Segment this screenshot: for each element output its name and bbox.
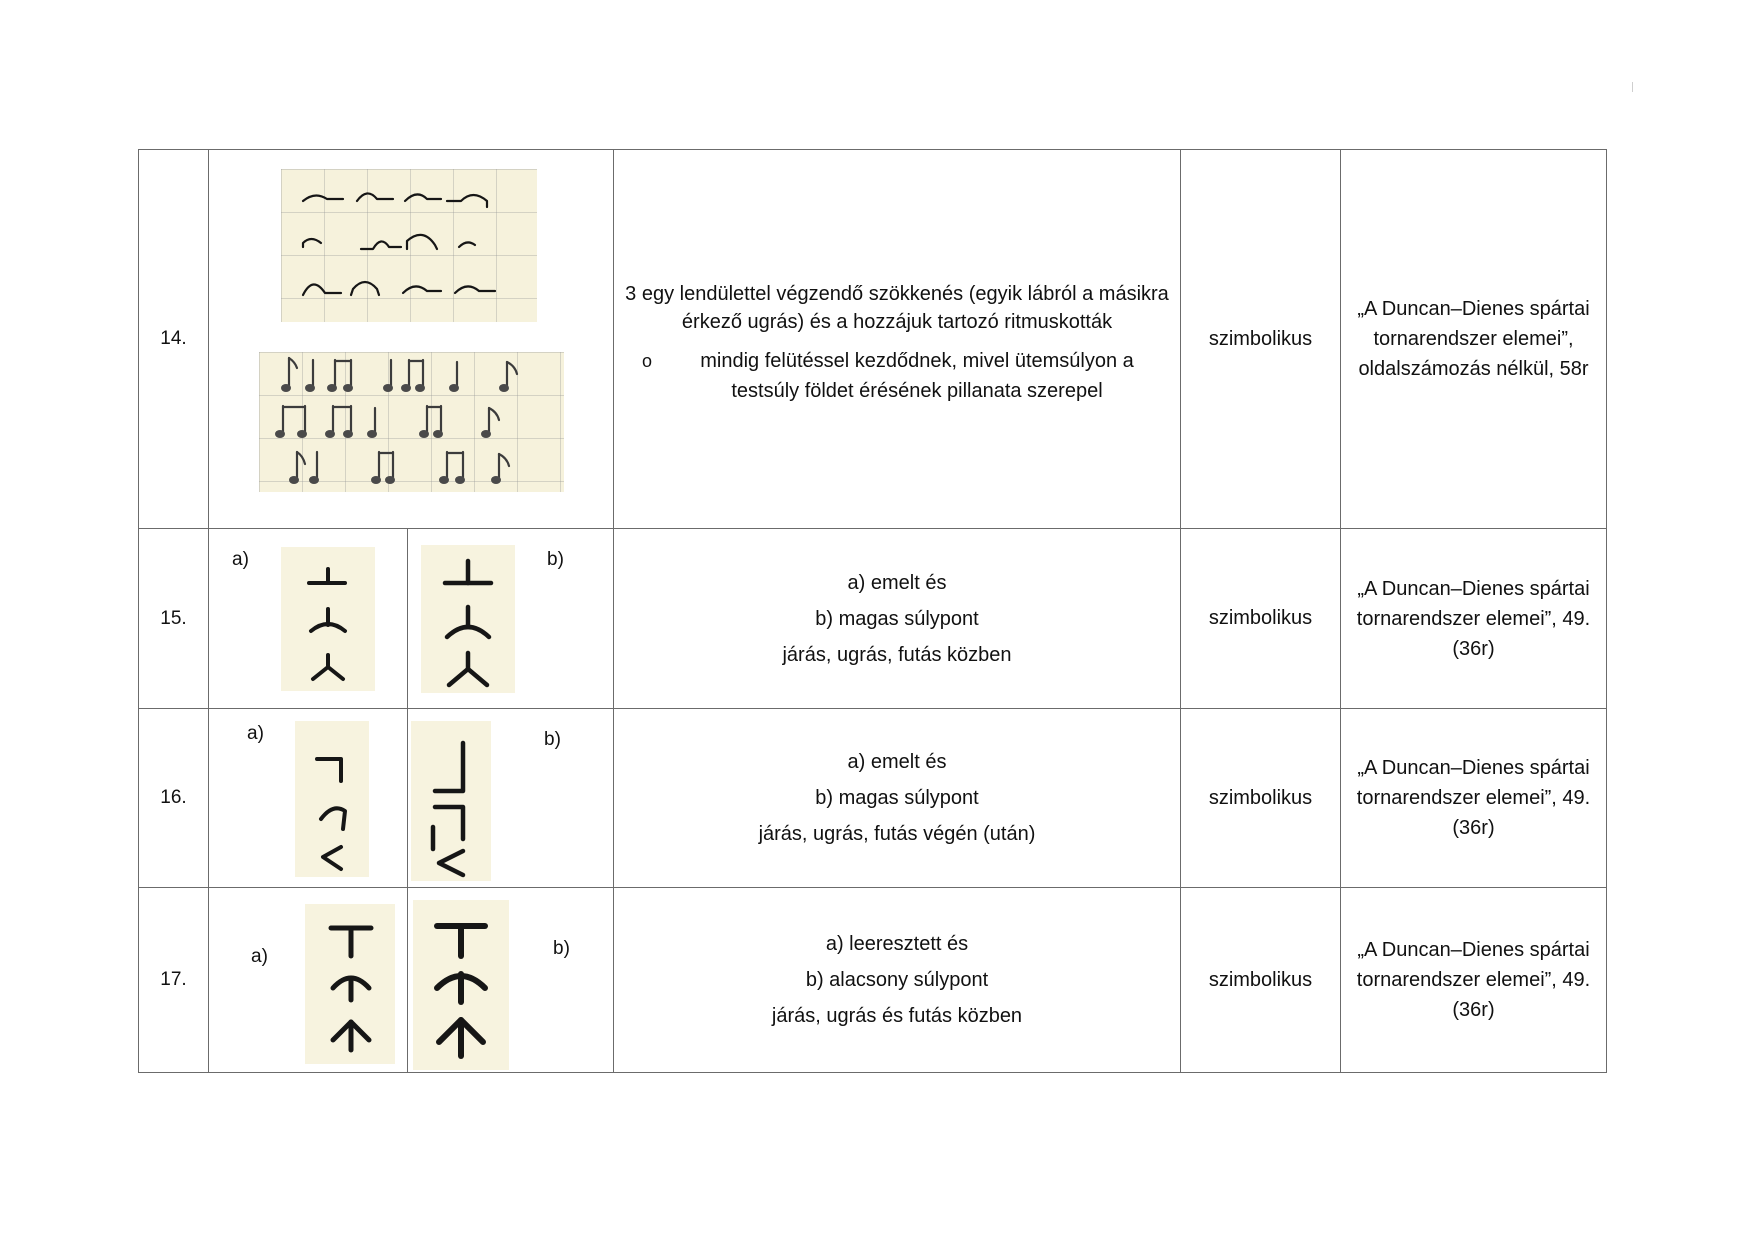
label-a: a) xyxy=(251,946,268,967)
label-a: a) xyxy=(232,549,249,570)
image-cell-a xyxy=(209,709,408,888)
bullet-marker: o xyxy=(641,351,652,371)
row-number: 15. xyxy=(139,529,209,709)
description-line-b: b) alacsony súlypont xyxy=(805,969,989,991)
label-a: a) xyxy=(247,723,264,744)
page-mark xyxy=(1632,82,1633,92)
row-number: 16. xyxy=(139,709,209,888)
image-cell-b xyxy=(408,529,614,709)
description-line-a: a) leeresztett és xyxy=(825,933,969,955)
description-line-c: járás, ugrás és futás közben xyxy=(771,1005,1023,1027)
type-cell: szimbolikus xyxy=(1181,888,1341,1073)
description-text: 3 egy lendülettel végzendő szökkenés (egyik lábról a másikra érkező ugrás) és a hozzájuk tartozó ritmuskották xyxy=(625,283,1169,333)
lowered-symbols-scan-b xyxy=(413,900,509,1070)
type-cell: szimbolikus xyxy=(1181,150,1341,529)
source-cell: „A Duncan–Dienes spártai tornarendszer elemei”, oldalszámozás nélkül, 58r xyxy=(1341,150,1607,529)
source-cell: „A Duncan–Dienes spártai tornarendszer elemei”, 49. (36r) xyxy=(1341,529,1607,709)
notation-table xyxy=(138,149,1607,1073)
description-line-b: b) magas súlypont xyxy=(815,787,979,809)
description-line-a: a) emelt és xyxy=(847,571,947,594)
row-number: 17. xyxy=(139,888,209,1073)
end-symbols-scan-b xyxy=(411,721,491,881)
table-row xyxy=(139,709,1607,888)
label-b: b) xyxy=(553,938,570,959)
rhythm-notation-scan xyxy=(259,352,564,492)
description-cell xyxy=(614,529,1181,709)
row-number: 14. xyxy=(139,150,209,529)
description-line-c: járás, ugrás, futás végén (után) xyxy=(758,823,1036,845)
description-line-b: b) magas súlypont xyxy=(815,607,979,630)
arc-symbols-scan xyxy=(281,169,537,322)
label-b: b) xyxy=(544,729,561,750)
table-row xyxy=(139,150,1607,529)
bullet-text: mindig felütéssel kezdődnek, mivel ütemsúlyon a testsúly földet érésének pillanata szerepel xyxy=(700,350,1134,402)
description-bullet xyxy=(614,346,1180,406)
description-cell xyxy=(614,150,1181,529)
source-cell: „A Duncan–Dienes spártai tornarendszer elemei”, 49. (36r) xyxy=(1341,888,1607,1073)
raised-symbols-scan-a xyxy=(281,547,375,691)
table-row xyxy=(139,529,1607,709)
image-cell-b xyxy=(408,888,614,1073)
image-cell-a xyxy=(209,888,408,1073)
end-symbols-scan-a xyxy=(295,721,369,877)
type-cell: szimbolikus xyxy=(1181,709,1341,888)
table-row xyxy=(139,888,1607,1073)
description-cell xyxy=(614,888,1181,1073)
label-b: b) xyxy=(547,549,564,570)
image-cell-b xyxy=(408,709,614,888)
description-line-a: a) emelt és xyxy=(847,751,947,773)
type-cell: szimbolikus xyxy=(1181,529,1341,709)
lowered-symbols-scan-a xyxy=(305,904,395,1064)
raised-symbols-scan-b xyxy=(421,545,515,693)
image-cell-a xyxy=(209,529,408,709)
description-line-c: járás, ugrás, futás közben xyxy=(782,643,1012,666)
image-cell xyxy=(209,150,614,529)
source-cell: „A Duncan–Dienes spártai tornarendszer elemei”, 49. (36r) xyxy=(1341,709,1607,888)
description-cell xyxy=(614,709,1181,888)
